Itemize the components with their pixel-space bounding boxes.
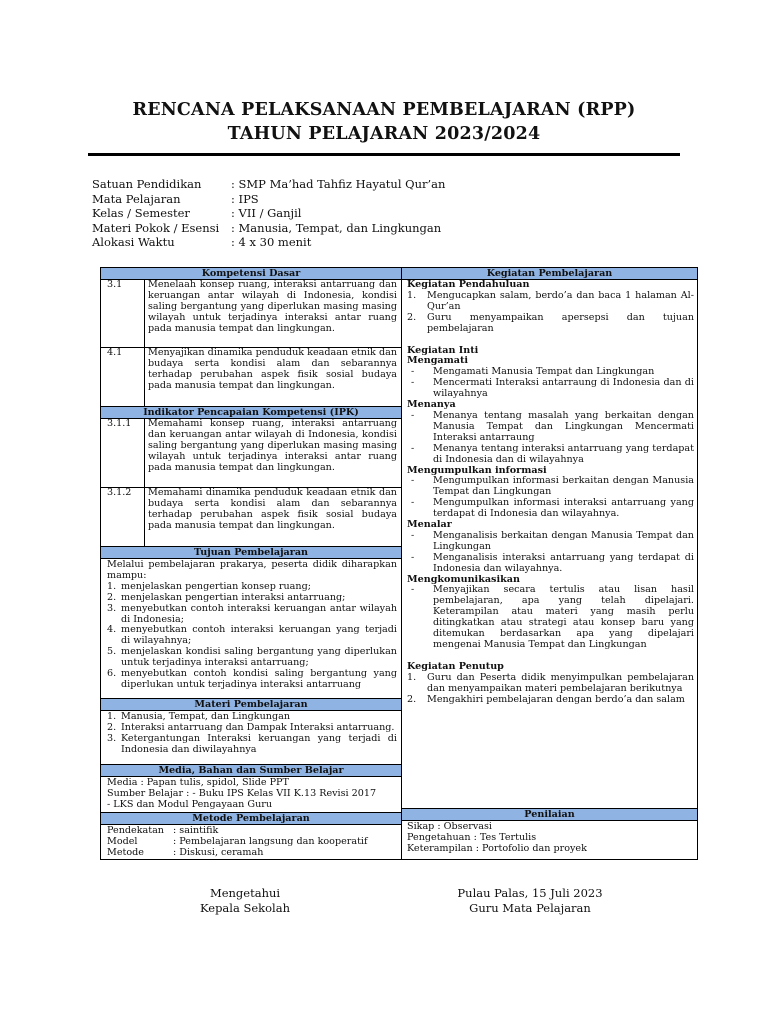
list-item: - Mengumpulkan informasi interaksi antarruang yang terdapat di Indonesia dan wilayahnya. (411, 497, 694, 520)
list-item: - Menyajikan secara tertulis atau lisan hasil pembelajaran, apa yang telah dipelajari. Keterampilan atau materi yang masih perlu ditingkatkan atau strategi atau konsep baru yang ditemukan berdasarkan apa yang dipelajari mengenai Manusia Tempat dan Lingkungan (411, 584, 694, 650)
materi-block (101, 711, 401, 765)
info-row: Materi Pokok / Esensi : Manusia, Tempat, dan Lingkungan (92, 220, 442, 235)
signature-right: Pulau Palas, 15 Juli 2023 Guru Mata Pelajaran (457, 886, 603, 915)
list-item: - Menganalisis interaksi antarruang yang terdapat di Indonesia dan wilayahnya. (411, 551, 694, 574)
penilaian-block: Sikap : Observasi Pengetahuan : Tes Tertulis Keterampilan : Portofolio dan proyek (407, 821, 587, 854)
list-item: 3. Ketergantungan Interaksi keruangan yang terjadi di Indonesia dan diwilayahnya (107, 732, 397, 755)
tujuan-header: Tujuan Pembelajaran (101, 546, 401, 559)
list-item: 1. Mengucapkan salam, berdo’a dan baca 1 halaman Al-Qur’an (407, 289, 694, 312)
kd-header: Kompetensi Dasar (101, 268, 401, 280)
list-item: 1. Guru dan Peserta didik menyimpulkan pembelajaran dan menyampaikan materi pembelajaran berikutnya (407, 671, 694, 694)
kd-row: 4.1 Menyajikan dinamika penduduk keadaan etnik dan budaya serta kondisi alam dan sebarannya terhadap perubahan aspek fisik sosial budaya pada manusia tempat dan lingkungan. (101, 348, 401, 406)
list-item: 2. Mengakhiri pembelajaran dengan berdo’a dan salam (407, 693, 685, 705)
list-item: 2. menjelaskan pengertian interaksi antarruang; (107, 591, 346, 603)
identity-block (92, 177, 445, 250)
metode-header: Metode Pembelajaran (101, 813, 401, 825)
list-item: 1. Manusia, Tempat, dan Lingkungan (107, 711, 291, 722)
document-subtitle: TAHUN PELAJARAN 2023/2024 (227, 124, 541, 144)
list-item: - Menganalisis berkaitan dengan Manusia Tempat dan Lingkungan (411, 529, 694, 552)
info-row: Mata Pelajaran : IPS (92, 191, 259, 206)
info-row: Satuan Pendidikan : SMP Ma’had Tahfiz Hayatul Qur’an (92, 177, 446, 191)
ipk-row: 3.1.1 Memahami konsep ruang, interaksi antarruang dan keruangan antar wilayah di Indonesia, kondisi saling bergantung yang diperlukan masing masing wilayah untuk terjadinya interaksi antar ruang pada manusia tempat dan lingkungan. (101, 419, 401, 488)
tujuan-list (107, 582, 397, 691)
left-column (100, 267, 402, 860)
tujuan-block: Melalui pembelajaran prakarya, peserta didik diharapkan mampu: 1. menjelaskan pengertian konsep ruang; 2. menjelaskan pengertian interaksi antarruang; 3. menyebutkan contoh interaksi keruangan antar wilayah di Indonesia; 4. menyebutkan contoh interaksi keruangan yang terjadi di wilayahnya; 5. menjelaskan kondisi saling bergantung yang diperlukan untuk terjadinya interaksi antarruang; 6. menyebutkan contoh kondisi saling bergantung yang diperlukan untuk terjadinya interaksi antarruang (101, 559, 401, 699)
materi-header: Materi Pembelajaran (101, 699, 401, 711)
metode-row: Model : Pembelajaran langsung dan kooperatif (107, 835, 368, 847)
list-item: 2. Guru menyampaikan apersepsi dan tujuan pembelajaran (407, 311, 694, 334)
document-title: RENCANA PELAKSANAAN PEMBELAJARAN (RPP) (132, 100, 636, 120)
ipk-row: 3.1.2 Memahami dinamika penduduk keadaan etnik dan budaya serta kondisi alam dan sebarannya terhadap perubahan aspek fisik sosial budaya pada manusia tempat dan lingkungan. (101, 488, 401, 546)
list-item: 2. Interaksi antarruang dan Dampak Interaksi antarruang. (107, 721, 395, 733)
info-row: Alokasi Waktu : 4 x 30 menit (92, 235, 312, 250)
info-row: Kelas / Semester : VII / Ganjil (92, 206, 302, 221)
metode-row: Metode : Diskusi, ceramah (107, 846, 264, 858)
signature-left: Mengetahui Kepala Sekolah (199, 886, 290, 915)
kegiatan-block: Kegiatan Pendahuluan 1. Mengucapkan salam, berdo’a dan baca 1 halaman Al-Qur’an 2. Guru menyampaikan apersepsi dan tujuan pembelajaran Kegiatan Inti Mengamati - Mengamati Manusia Tempat dan Lingkungan - Mencermati Interaksi antarraung di Indonesia dan di wilayahnya Menanya - Menanya tentang masalah yang berkaitan dengan Manusia Tempat dan Lingkungan Mencermati Interaksi antarraung - Menanya tentang interaksi antarruang yang terdapat di Indonesia dan di wilayahnya Mengumpulkan informasi - Mengumpulkan informasi berkaitan dengan Manusia Tempat dan Lingkungan - Mengumpulkan informasi interaksi antarruang yang terdapat di Indonesia dan wilayahnya. Menalar - Menganalisis berkaitan dengan Manusia Tempat dan Lingkungan - Menganalisis interaksi antarruang yang terdapat di Indonesia dan wilayahnya. Mengkomunikasikan - Menyajikan secara tertulis atau lisan hasil pembelajaran, apa yang telah dipelajari. Keterampilan atau materi yang masih perlu ditingkatkan atau strategi atau konsep baru yang ditemukan berdasarkan apa yang dipelajari mengenai Manusia Tempat dan Lingkungan Kegiatan Penutup 1. Guru dan Peserta didik menyimpulkan pembelajaran dan menyampaikan materi pembelajaran berikutnya 2. Mengakhiri pembelajaran dengan berdo’a dan salam (407, 279, 694, 705)
media-block: Media : Papan tulis, spidol, Slide PPT Sumber Belajar : - Buku IPS Kelas VII K.13 Revisi 2017 - LKS dan Modul Pengayaan Guru (101, 777, 401, 813)
media-header: Media, Bahan dan Sumber Belajar (101, 765, 401, 777)
list-item: 3. menyebutkan contoh interaksi keruangan antar wilayah di Indonesia; (107, 602, 397, 625)
list-item: - Mencermati Interaksi antarraung di Indonesia dan di wilayahnya (411, 377, 694, 400)
metode-block (101, 825, 401, 859)
kd-row: 3.1 Menelaah konsep ruang, interaksi antarruang dan keruangan antar wilayah di Indonesia, kondisi saling bergantung yang diperlukan masing masing wilayah untuk terjadinya interaksi antar ruang pada manusia tempat dan lingkungan. (101, 280, 401, 348)
title-divider (88, 153, 680, 156)
ipk-header: Indikator Pencapaian Kompetensi (IPK) (101, 406, 401, 419)
list-item: 4. menyebutkan contoh interaksi keruangan yang terjadi di wilayahnya; (107, 624, 397, 647)
list-item: 5. menjelaskan kondisi saling bergantung yang diperlukan untuk terjadinya interaksi antarruang; (107, 646, 397, 669)
list-item: - Menanya tentang masalah yang berkaitan dengan Manusia Tempat dan Lingkungan Mencermati Interaksi antarraung (411, 409, 694, 443)
list-item: 6. menyebutkan contoh kondisi saling bergantung yang diperlukan untuk terjadinya interaksi antarruang (107, 668, 397, 690)
penilaian-header: Penilaian (402, 808, 697, 821)
list-item: - Mengamati Manusia Tempat dan Lingkungan (411, 366, 655, 378)
metode-row: Pendekatan : saintifik (107, 825, 219, 836)
kegiatan-header: Kegiatan Pembelajaran (402, 268, 697, 280)
right-column (402, 267, 698, 860)
list-item: - Menanya tentang interaksi antarruang yang terdapat di Indonesia dan di wilayahnya (411, 442, 694, 465)
list-item: 1. menjelaskan pengertian konsep ruang; (107, 580, 311, 592)
list-item: - Mengumpulkan informasi berkaitan dengan Manusia Tempat dan Lingkungan (411, 475, 694, 498)
